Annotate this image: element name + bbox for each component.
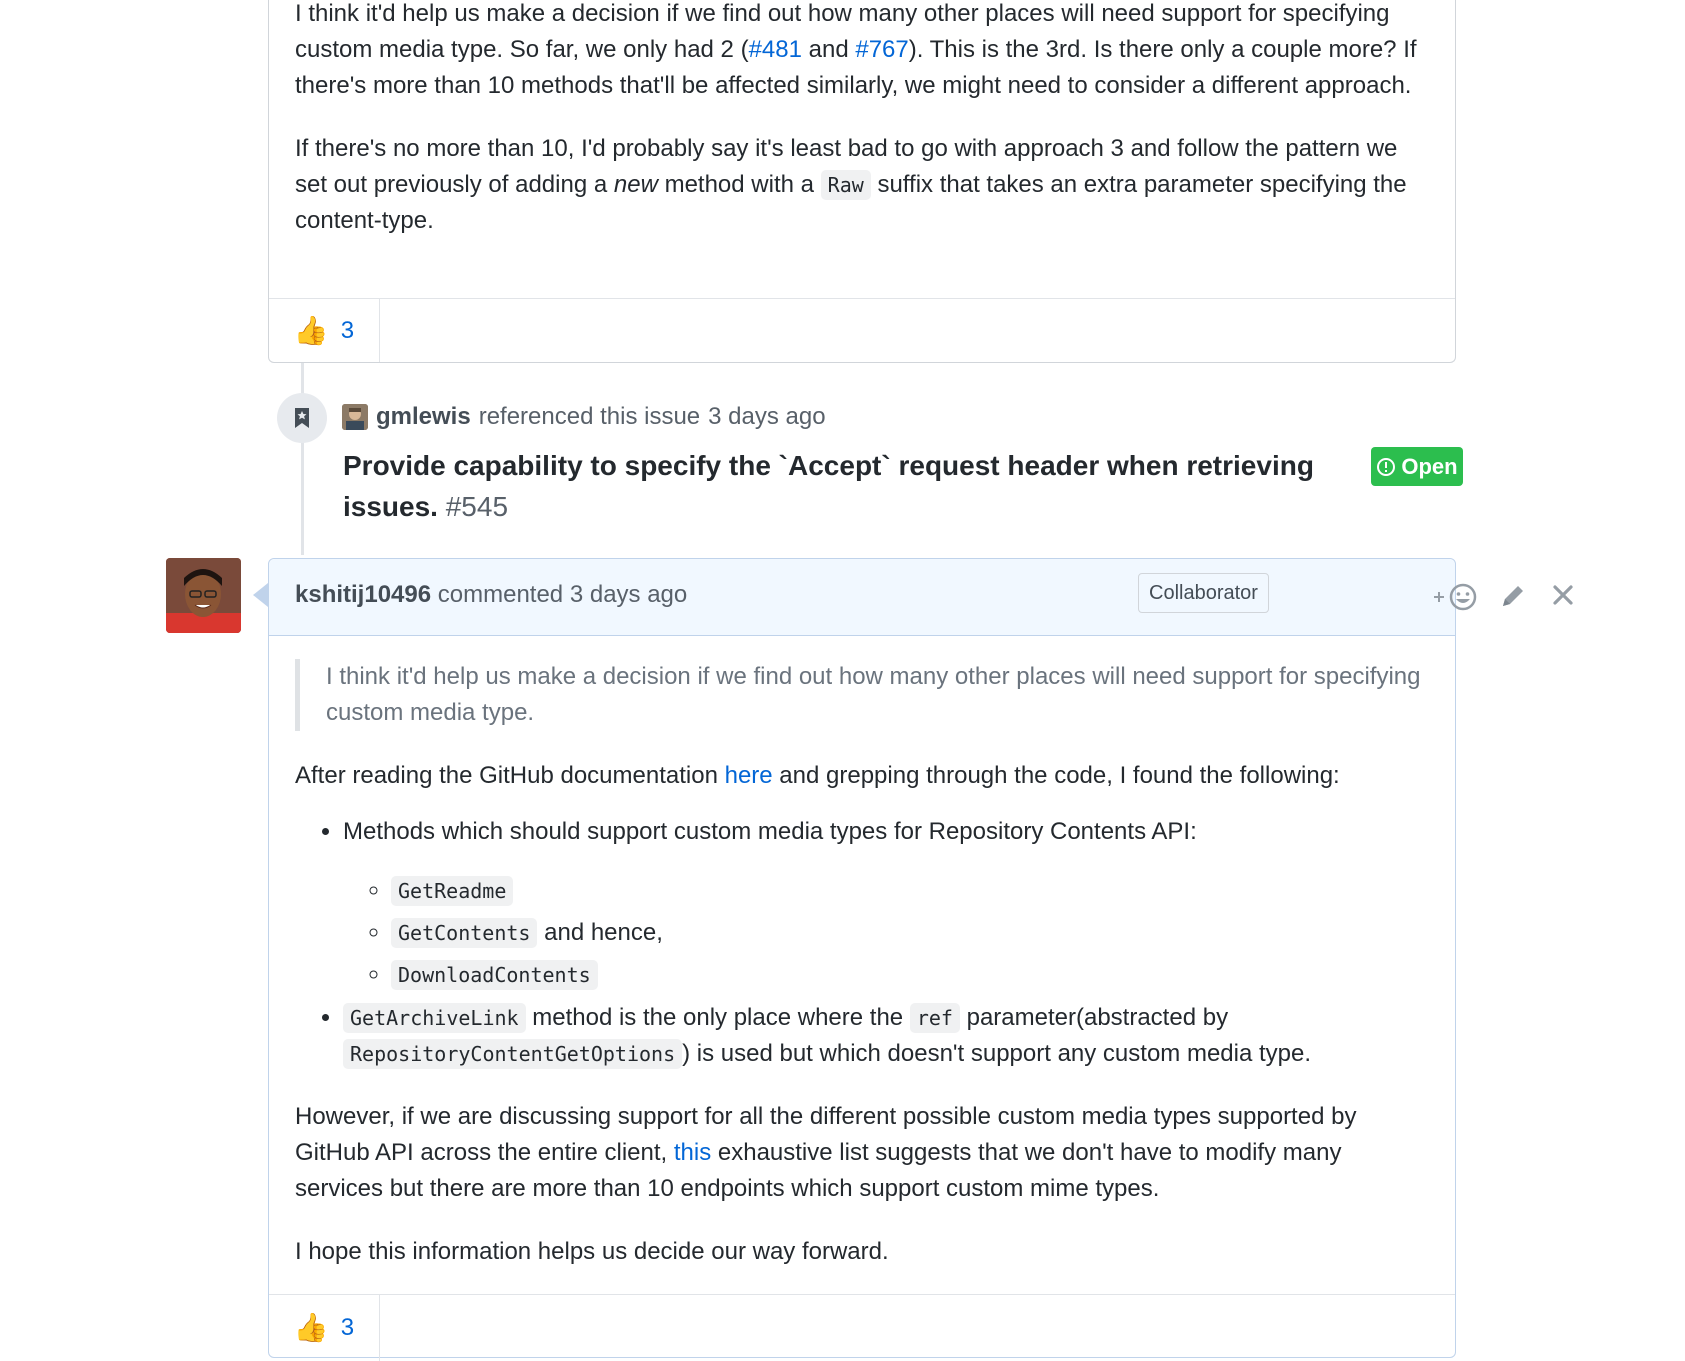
text: If there's no more than 10, I'd probably say it's least bad to go with approach 3 and follow the pattern we set out previously of adding a	[295, 135, 1398, 198]
text: and grepping through the code, I found the following:	[772, 762, 1340, 789]
pencil-icon[interactable]	[1500, 583, 1526, 614]
quoted-reply: I think it'd help us make a decision if we find out how many other places will need support for specifying custom media type.	[295, 659, 1435, 731]
comment-card	[268, 0, 1456, 363]
list-item-text: Methods which should support custom media types for Repository Contents API:	[343, 818, 1197, 845]
comment-paragraph	[295, 1099, 1435, 1207]
comment-byline	[295, 581, 687, 609]
inline-code: GetReadme	[391, 876, 513, 906]
comment-action: commented	[437, 581, 564, 608]
sub-list	[343, 870, 1435, 996]
comment-time[interactable]: 3 days ago	[569, 581, 688, 608]
issue-title-text[interactable]: Provide capability to specify the `Accept` request header when retrieving issues.	[343, 450, 1314, 522]
inline-code: Raw	[821, 170, 871, 200]
status-badge	[1371, 447, 1463, 486]
text: I think it'd help us make a decision if we find out how many other places will need support for specifying custom media type. So far, we only had 2 (	[295, 0, 1390, 63]
list-item	[391, 870, 1435, 912]
reference-event-header	[342, 403, 826, 431]
methods-list	[295, 814, 1435, 1072]
status-label: Open	[1401, 453, 1458, 479]
text: suffix that takes an extra parameter specifying the content-type.	[295, 171, 1407, 234]
emphasis-text: new	[613, 171, 658, 198]
referenced-issue-title[interactable]	[343, 445, 1343, 527]
reference-action: referenced this issue	[478, 403, 701, 430]
inline-code: ref	[910, 1003, 960, 1033]
text: and	[801, 36, 856, 63]
comment-paragraph: I hope this information helps us decide our way forward.	[295, 1238, 889, 1265]
list-item	[343, 1000, 1435, 1072]
inline-code: GetContents	[391, 918, 537, 948]
text: parameter(abstracted by	[959, 1004, 1229, 1031]
bookmark-icon	[277, 393, 327, 443]
text: method is the only place where the	[525, 1004, 910, 1031]
text: After reading the GitHub documentation	[295, 762, 725, 789]
comment-paragraph	[295, 131, 1435, 239]
issue-opened-icon	[1376, 457, 1396, 477]
inline-code: RepositoryContentGetOptions	[343, 1039, 682, 1069]
smiley-add-icon[interactable]	[1432, 583, 1478, 616]
collaborator-badge: Collaborator	[1138, 573, 1269, 613]
thumbs-up-reaction-button[interactable]	[269, 299, 380, 362]
comment-caret	[253, 583, 268, 607]
text: method with a	[657, 171, 821, 198]
comment-author-link[interactable]: kshitij10496	[295, 581, 432, 608]
reference-author-link[interactable]: gmlewis	[376, 403, 471, 430]
close-icon[interactable]	[1551, 583, 1575, 612]
inline-code: GetArchiveLink	[343, 1003, 526, 1033]
comment-paragraph	[295, 0, 1435, 104]
inline-code: DownloadContents	[391, 960, 598, 990]
avatar[interactable]	[342, 404, 368, 430]
comment-card	[268, 558, 1456, 1358]
reactions-bar	[269, 1294, 1455, 1361]
comment-body	[295, 635, 1435, 1270]
issue-link-767[interactable]: #767	[855, 36, 909, 63]
reactions-bar	[269, 298, 1455, 362]
thumbs-up-icon: 👍	[293, 1312, 329, 1343]
comment-header	[269, 559, 1455, 636]
reference-time[interactable]: 3 days ago	[708, 403, 826, 430]
comment-body	[295, 0, 1435, 266]
thumbs-up-reaction-button[interactable]	[269, 1295, 380, 1361]
text: exhaustive list suggests that we don't have to modify many services but there are more than 10 endpoints which support custom mime types.	[295, 1139, 1342, 1202]
list-item	[343, 814, 1435, 996]
text: and hence,	[537, 919, 663, 946]
issue-number: #545	[445, 491, 509, 522]
timeline-line	[301, 363, 304, 555]
reaction-count: 3	[340, 316, 355, 344]
thumbs-up-icon: 👍	[293, 314, 329, 346]
documentation-link[interactable]: here	[724, 762, 773, 789]
comment-paragraph	[295, 758, 1435, 794]
list-item	[391, 912, 1435, 954]
reaction-count: 3	[340, 1314, 355, 1341]
text: ). This is the 3rd. Is there only a couple more? If there's more than 10 methods that'll be affected similarly, we might need to consider a different approach.	[295, 36, 1417, 99]
avatar[interactable]	[166, 558, 241, 633]
exhaustive-list-link[interactable]: this	[673, 1139, 712, 1166]
list-item	[391, 954, 1435, 996]
text: However, if we are discussing support for all the different possible custom media types supported by GitHub API across the entire client,	[295, 1103, 1357, 1166]
text: ) is used but which doesn't support any custom media type.	[682, 1040, 1312, 1067]
issue-link-481[interactable]: #481	[748, 36, 802, 63]
